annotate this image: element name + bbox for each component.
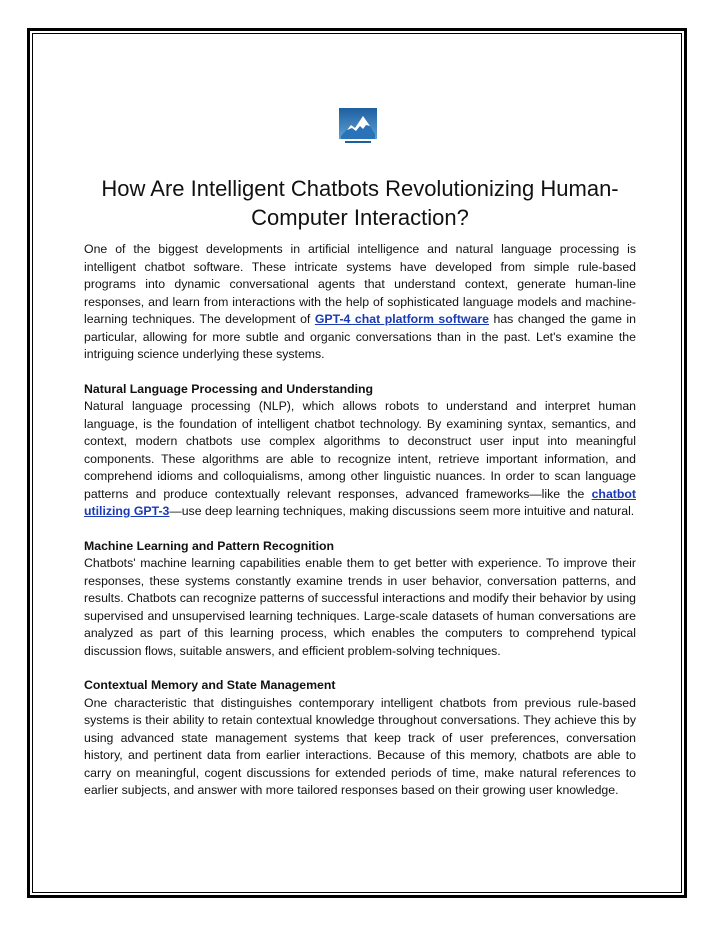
section-paragraph-ml: Chatbots' machine learning capabilities enable them to get better with experience. To improve their responses, these systems constantly examine trends in user behavior, conversation patterns, and results. Chatbots can recognize patterns of successful interactions and modify their behavior by using supervised and unsupervised learning techniques. Large-scale datasets of human conversations are analyzed as part of this learning process, which enables the computers to comprehend typical discussion flows, suitable answers, and efficient problem-solving techniques.	[84, 556, 636, 658]
section-heading-memory: Contextual Memory and State Management	[84, 678, 336, 692]
article-body	[84, 241, 636, 800]
page-title: How Are Intelligent Chatbots Revolutionizing Human-Computer Interaction?	[101, 176, 619, 230]
section-paragraph-nlp: Natural language processing (NLP), which allows robots to understand and interpret human language, is the foundation of intelligent chatbot technology. By examining syntax, semantics, and context, modern chatbots use complex algorithms to deconstruct user input into meaningful components. These algorithms are able to recognize intent, retrieve important information, and comprehend idioms and colloquialisms, among other linguistic nuances. In order to scan language patterns and produce contextually relevant responses, advanced frameworks—like the chatbot utilizing GPT-3—use deep learning techniques, making discussions seem more intuitive and natural.	[84, 399, 636, 518]
section-paragraph-memory: One characteristic that distinguishes contemporary intelligent chatbots from previous rule-based systems is their ability to retain contextual knowledge throughout conversations. They achieve this by using advanced state management systems that keep track of user preferences, conversation history, and pertinent data from earlier interactions. Because of this memory, chatbots are able to carry on meaningful, cogent discussions for extended periods of time, make natural references to earlier subjects, and answer with more tailored responses based on their growing user knowledge.	[84, 695, 636, 797]
intro-paragraph: One of the biggest developments in artificial intelligence and natural language processing is intelligent chatbot software. These intricate systems have developed from simple rule-based programs into dynamic conversational agents that understand context, generate human-line responses, and learn from interactions with the help of sophisticated language models and machine-learning techniques. The development of GPT-4 chat platform software has changed the game in particular, allowing for more subtle and organic conversations than in the past. Let's examine the intriguing science underlying these systems.	[84, 242, 636, 361]
section-heading-ml: Machine Learning and Pattern Recognition	[84, 538, 335, 553]
section-heading-nlp: Natural Language Processing and Understanding	[84, 381, 374, 396]
mountain-logo-icon	[339, 108, 377, 146]
gpt3-chatbot-link[interactable]: chatbot utilizing GPT-3	[84, 486, 636, 518]
gpt4-platform-link[interactable]: GPT-4 chat platform software	[314, 312, 489, 326]
